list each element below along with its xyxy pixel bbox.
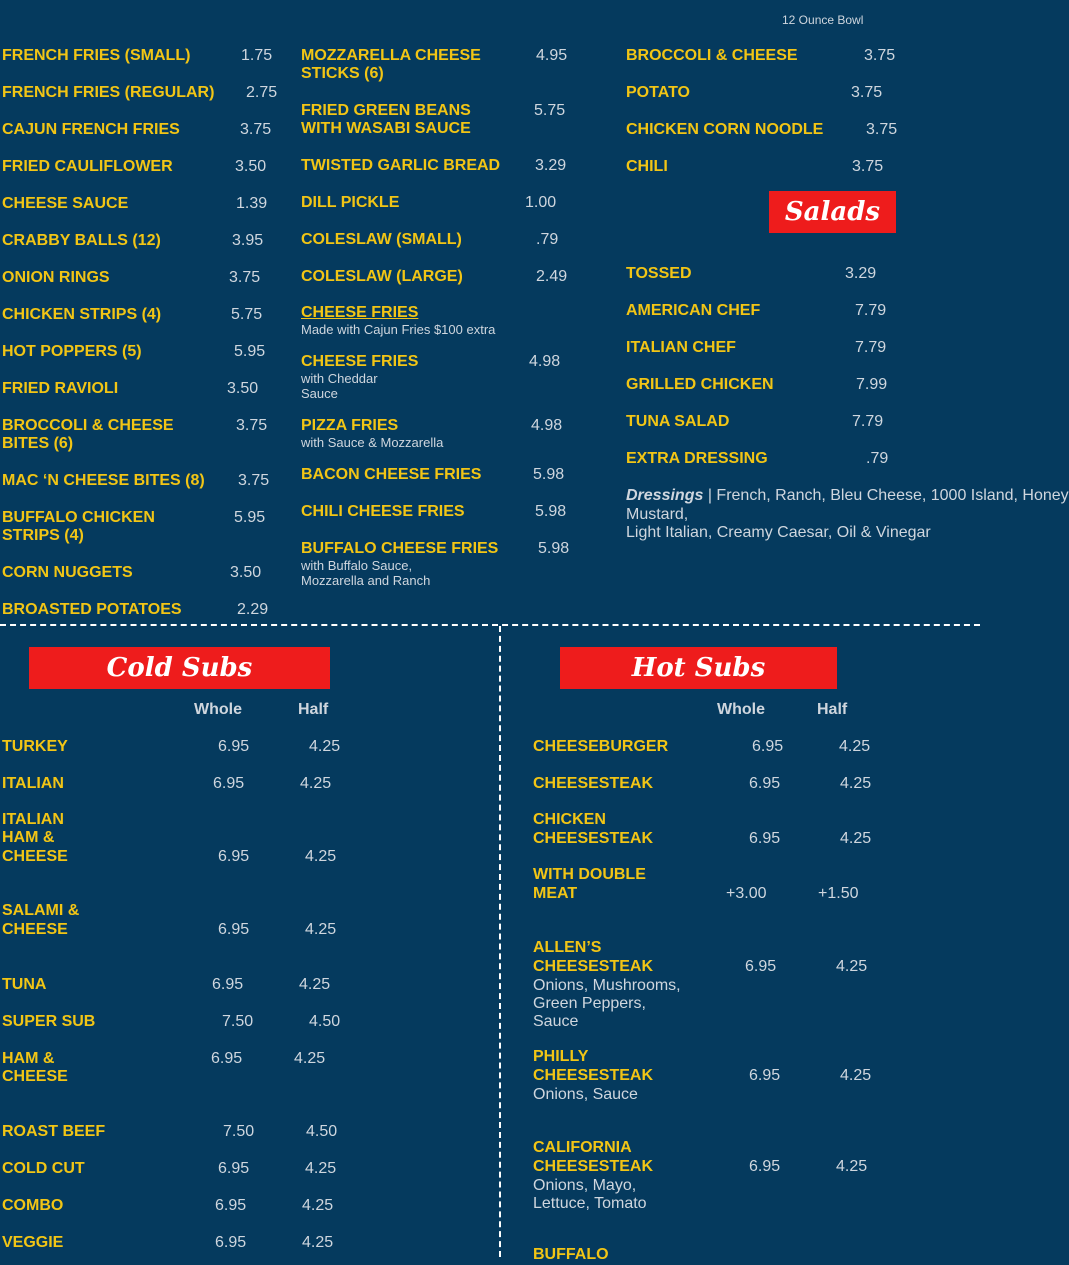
side-item-price: 3.75 [236,417,268,434]
hot-sub-half: 4.25 [840,830,872,847]
cold-sub-name: CHEESE [2,1068,68,1085]
cold-sub-whole: 6.95 [215,1234,247,1251]
side-item-price: 3.75 [238,472,270,489]
cold-sub-name: HAM & [2,829,55,846]
side-item-name: DILL PICKLE [301,194,400,211]
cold-sub-name: COLD CUT [2,1160,85,1177]
cold-sub-whole: 6.95 [213,775,245,792]
hot-sub-desc: Onions, Mushrooms, [533,977,681,994]
hot-sub-whole: 6.95 [749,1158,781,1175]
side-item-price: 3.50 [235,158,267,175]
side-item-name: CORN NUGGETS [2,564,133,581]
cold-sub-name: CHEESE [2,848,68,865]
cold-sub-whole: 6.95 [215,1197,247,1214]
side-item-price: 5.95 [234,509,266,526]
hot-sub-name: ALLEN’S [533,939,602,956]
side-item-price: 4.95 [536,47,568,64]
hot-sub-whole: +3.00 [726,885,767,902]
hot-sub-whole: 6.95 [749,830,781,847]
hot-sub-name: MEAT [533,885,578,902]
side-item-name: TWISTED GARLIC BREAD [301,157,501,174]
soup-item-name: CHILI [626,158,668,175]
side-item-price: 3.75 [240,121,272,138]
salad-item-name: GRILLED CHICKEN [626,376,774,393]
soup-size-note: 12 Ounce Bowl [782,13,864,27]
dressings-list: Mustard, [626,506,689,523]
side-item-price: 5.75 [231,306,263,323]
side-item-price: 1.00 [525,194,557,211]
hot-sub-name: CHEESEBURGER [533,738,669,755]
soup-item-price: 3.75 [864,47,896,64]
cold-sub-half: 4.25 [302,1234,334,1251]
side-item-name: CHEESE FRIES [301,304,419,321]
side-item-name: BUFFALO CHICKEN [2,509,155,526]
salads-banner: Salads [769,191,896,233]
side-item-name: CHILI CHEESE FRIES [301,503,465,520]
side-item-price: 5.95 [234,343,266,360]
dressings-label: Dressings [626,487,704,504]
side-item-name: FRIED RAVIOLI [2,380,119,397]
horizontal-divider [0,624,980,626]
cold-sub-name: SUPER SUB [2,1013,96,1030]
side-item-desc: with Cheddar [301,371,378,386]
cold-sub-name: VEGGIE [2,1234,64,1251]
side-item-price: 3.29 [535,157,567,174]
hot-sub-name: BUFFALO [533,1246,609,1263]
cold-sub-half: 4.25 [302,1197,334,1214]
dressings-list: Light Italian, Creamy Caesar, Oil & Vinegar [626,524,931,541]
side-item-price: .79 [536,231,559,248]
side-item-price: 5.98 [535,503,567,520]
side-item-name: STICKS (6) [301,65,384,82]
cold-sub-name: ITALIAN [2,775,64,792]
side-item-name: STRIPS (4) [2,527,84,544]
salad-item-price: 7.79 [855,339,887,356]
side-item-price: 5.98 [538,540,570,557]
hot-subs-half-header: Half [817,701,848,718]
hot-sub-name: CHEESESTEAK [533,830,654,847]
side-item-price: 1.75 [241,47,273,64]
hot-subs-whole-header: Whole [717,701,765,718]
side-item-name: MAC ‘N CHEESE BITES (8) [2,472,205,489]
hot-subs-banner: Hot Subs [560,647,837,689]
side-item-name: HOT POPPERS (5) [2,343,142,360]
hot-sub-half: 4.25 [840,775,872,792]
side-item-name: FRIED GREEN BEANS [301,102,471,119]
side-item-price: 1.39 [236,195,268,212]
salad-item-name: TOSSED [626,265,692,282]
side-item-name: FRENCH FRIES (REGULAR) [2,84,215,101]
soup-item-name: BROCCOLI & CHEESE [626,47,798,64]
hot-sub-whole: 6.95 [745,958,777,975]
side-item-name: PIZZA FRIES [301,417,399,434]
side-item-price: 3.50 [227,380,259,397]
side-item-price: 5.98 [533,466,565,483]
cold-sub-name: TUNA [2,976,47,993]
cold-subs-half-header: Half [298,701,329,718]
cold-sub-whole: 6.95 [212,976,244,993]
side-item-name: BACON CHEESE FRIES [301,466,482,483]
side-item-name: BITES (6) [2,435,74,452]
vertical-divider [499,626,501,1257]
side-item-name: ONION RINGS [2,269,110,286]
side-item-name: BUFFALO CHEESE FRIES [301,540,499,557]
hot-sub-name: CHEESESTEAK [533,1067,654,1084]
cold-sub-name: SALAMI & [2,902,80,919]
side-item-price: 4.98 [529,353,561,370]
cold-sub-half: 4.25 [299,976,331,993]
side-item-price: 4.98 [531,417,563,434]
soup-item-price: 3.75 [866,121,898,138]
side-item-price: 3.50 [230,564,262,581]
side-item-name: COLESLAW (SMALL) [301,231,462,248]
hot-sub-half: +1.50 [818,885,859,902]
side-item-name: CHEESE FRIES [301,353,419,370]
soup-item-price: 3.75 [852,158,884,175]
cold-sub-whole: 6.95 [218,848,250,865]
hot-sub-whole: 6.95 [749,1067,781,1084]
salad-item-price: 7.79 [852,413,884,430]
hot-sub-name: CHEESESTEAK [533,775,654,792]
side-item-name: CHEESE SAUCE [2,195,129,212]
salad-item-price: 3.29 [845,265,877,282]
side-item-name: FRENCH FRIES (SMALL) [2,47,191,64]
hot-sub-half: 4.25 [836,1158,868,1175]
hot-sub-desc: Green Peppers, [533,995,646,1012]
cold-sub-half: 4.25 [294,1050,326,1067]
cold-sub-whole: 6.95 [218,1160,250,1177]
side-item-price: 2.75 [246,84,278,101]
hot-sub-desc: Onions, Sauce [533,1086,638,1103]
side-item-price: 2.49 [536,268,568,285]
side-item-price: 2.29 [237,601,269,618]
side-item-name: FRIED CAULIFLOWER [2,158,173,175]
cold-sub-whole: 6.95 [218,738,250,755]
side-item-name: COLESLAW (LARGE) [301,268,463,285]
cold-sub-whole: 7.50 [223,1123,255,1140]
cold-subs-banner: Cold Subs [29,647,330,689]
cold-sub-half: 4.50 [309,1013,341,1030]
cold-sub-name: TURKEY [2,738,68,755]
salad-item-price: .79 [866,450,889,467]
side-item-name: BROASTED POTATOES [2,601,182,618]
hot-sub-half: 4.25 [839,738,871,755]
hot-sub-desc: Lettuce, Tomato [533,1195,647,1212]
dressings-line [626,487,1069,506]
side-item-name: CRABBY BALLS (12) [2,232,161,249]
soup-item-price: 3.75 [851,84,883,101]
dressings-list: | French, Ranch, Bleu Cheese, 1000 Island, Honey [703,487,1069,504]
side-item-price: 3.95 [232,232,264,249]
cold-sub-half: 4.25 [305,848,337,865]
hot-sub-name: CALIFORNIA [533,1139,632,1156]
cold-sub-half: 4.50 [306,1123,338,1140]
cold-sub-half: 4.25 [309,738,341,755]
salad-item-price: 7.79 [855,302,887,319]
hot-sub-desc: Sauce [533,1013,579,1030]
side-item-price: 5.75 [534,102,566,119]
cold-sub-half: 4.25 [305,921,337,938]
soup-item-name: POTATO [626,84,690,101]
cold-sub-half: 4.25 [300,775,332,792]
side-item-name: CAJUN FRENCH FRIES [2,121,180,138]
cold-sub-whole: 6.95 [211,1050,243,1067]
salad-item-name: TUNA SALAD [626,413,730,430]
salad-item-price: 7.99 [856,376,888,393]
salad-item-name: ITALIAN CHEF [626,339,736,356]
hot-sub-desc: Onions, Mayo, [533,1177,637,1194]
hot-sub-half: 4.25 [840,1067,872,1084]
hot-sub-name: CHEESESTEAK [533,958,654,975]
cold-sub-name: HAM & [2,1050,55,1067]
side-item-name: WITH WASABI SAUCE [301,120,471,137]
side-item-desc: with Sauce & Mozzarella [301,435,444,450]
hot-sub-name: CHICKEN [533,811,606,828]
side-item-desc: with Buffalo Sauce, [301,558,413,573]
cold-sub-name: ITALIAN [2,811,64,828]
hot-sub-whole: 6.95 [749,775,781,792]
salad-item-name: AMERICAN CHEF [626,302,761,319]
cold-sub-name: CHEESE [2,921,68,938]
side-item-desc: Mozzarella and Ranch [301,573,431,588]
cold-sub-whole: 7.50 [222,1013,254,1030]
cold-sub-name: ROAST BEEF [2,1123,106,1140]
hot-sub-half: 4.25 [836,958,868,975]
cold-subs-whole-header: Whole [194,701,242,718]
cold-sub-whole: 6.95 [218,921,250,938]
side-item-desc: Sauce [301,386,338,401]
hot-sub-name: CHEESESTEAK [533,1158,654,1175]
salad-item-name: EXTRA DRESSING [626,450,768,467]
cold-sub-name: COMBO [2,1197,64,1214]
side-item-desc: Made with Cajun Fries $100 extra [301,322,496,337]
hot-sub-whole: 6.95 [752,738,784,755]
side-item-price: 3.75 [229,269,261,286]
side-item-name: CHICKEN STRIPS (4) [2,306,162,323]
hot-sub-name: PHILLY [533,1048,589,1065]
side-item-name: BROCCOLI & CHEESE [2,417,174,434]
soup-item-name: CHICKEN CORN NOODLE [626,121,824,138]
side-item-name: MOZZARELLA CHEESE [301,47,481,64]
cold-sub-half: 4.25 [305,1160,337,1177]
hot-sub-name: WITH DOUBLE [533,866,646,883]
